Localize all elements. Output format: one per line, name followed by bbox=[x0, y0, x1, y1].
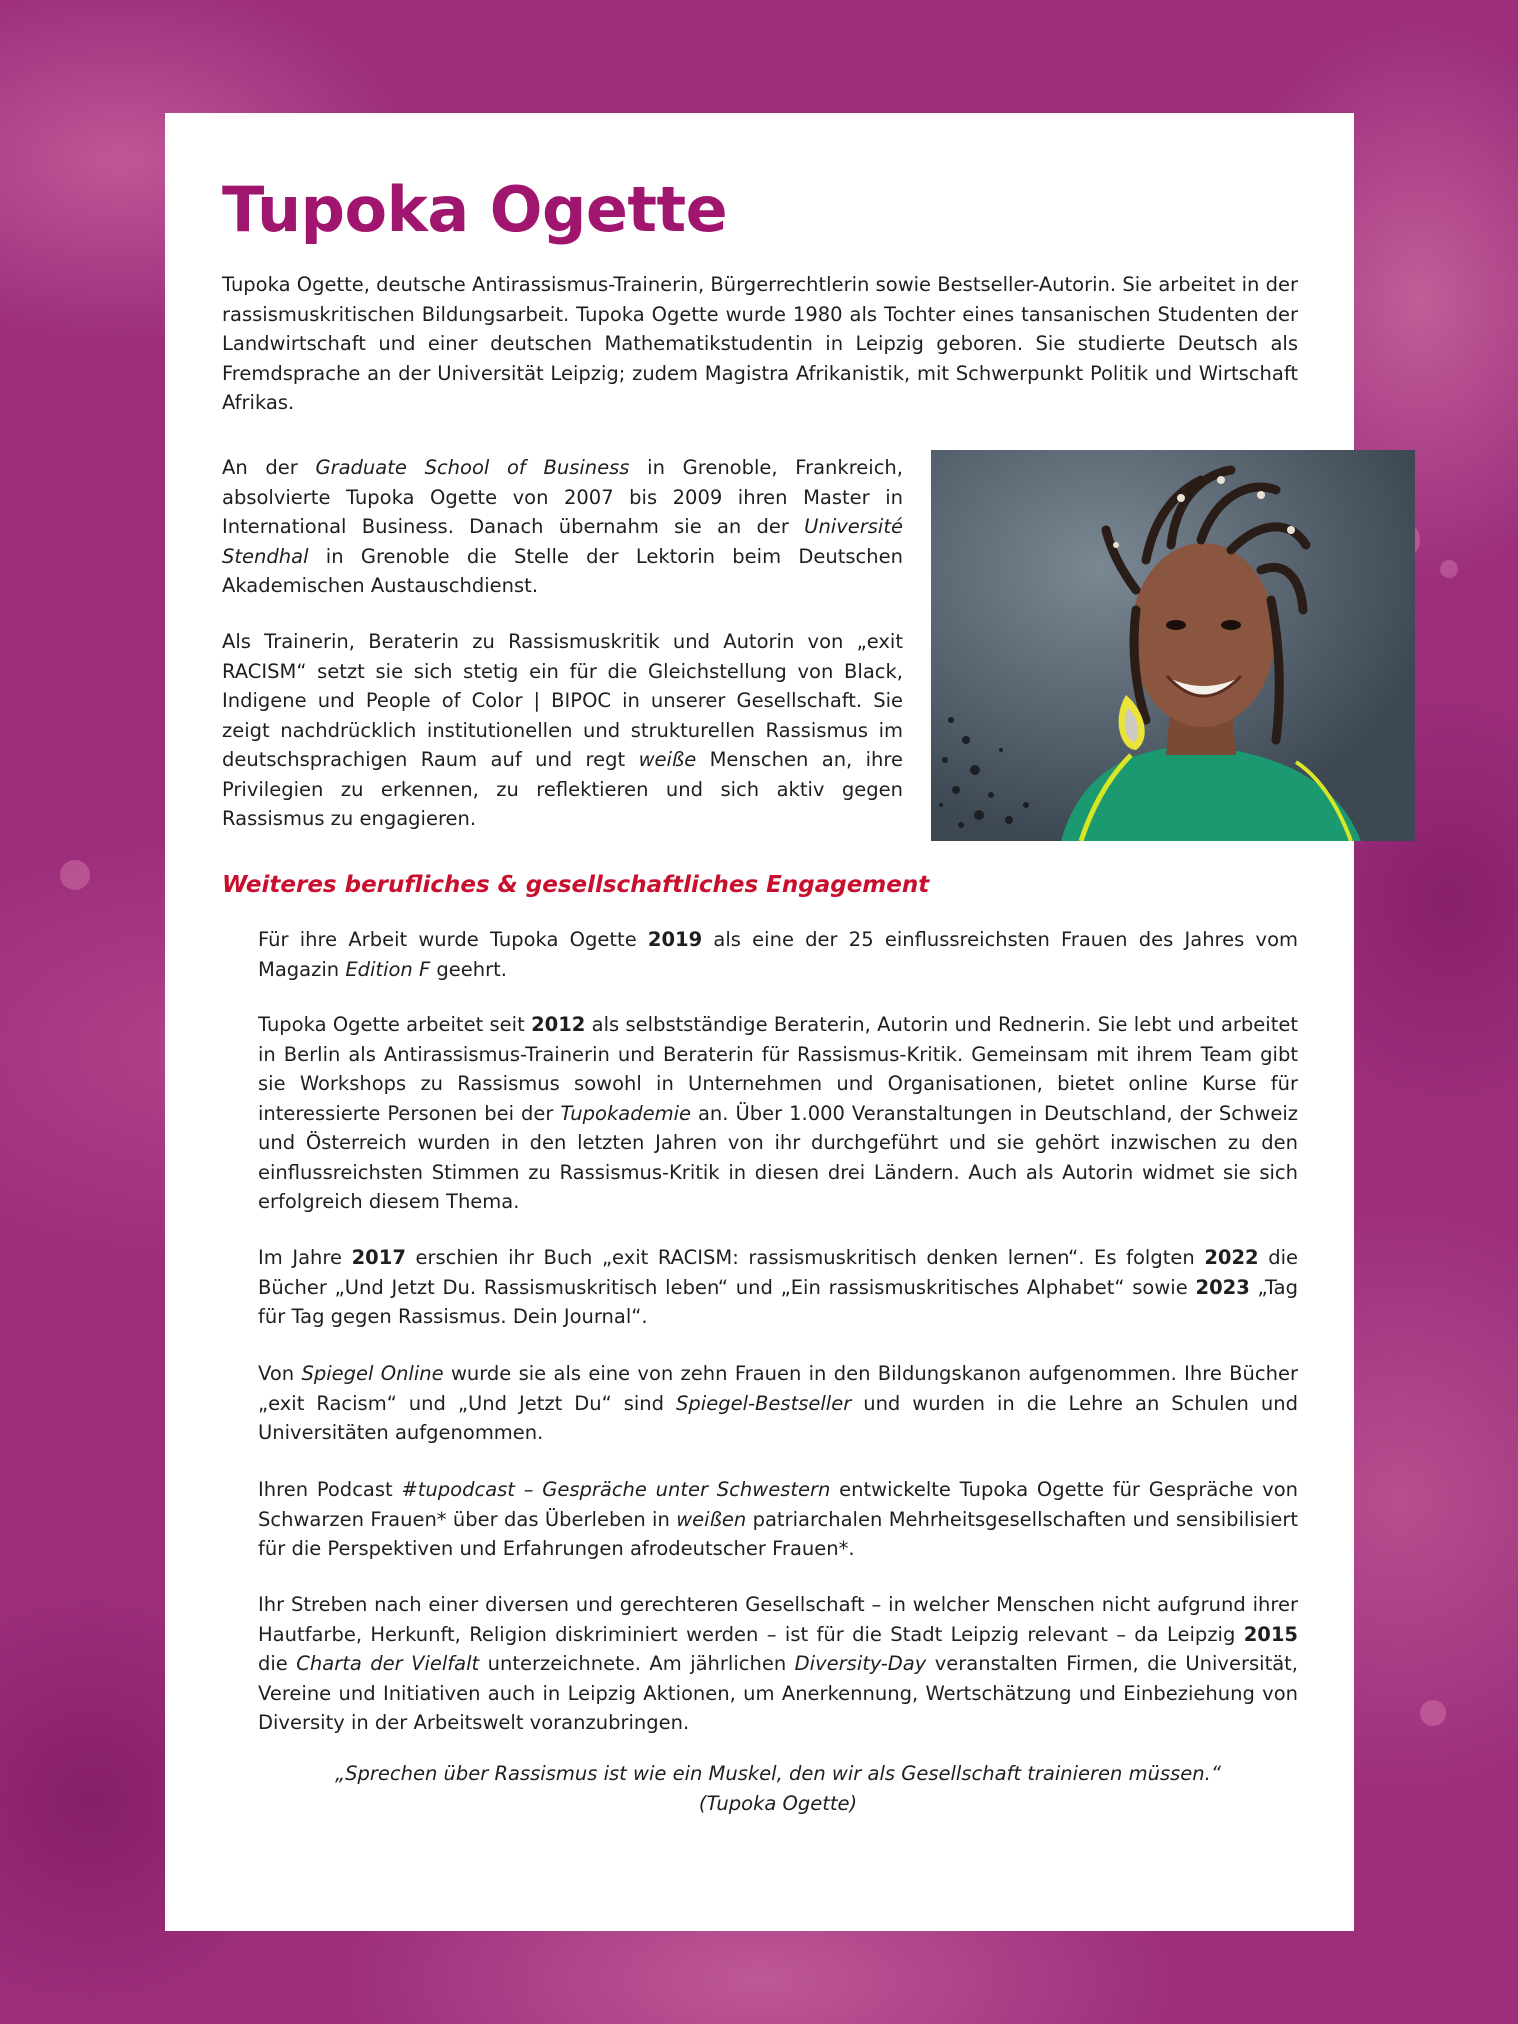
education-paragraph: An der Graduate School of Business in Grenoble, Frankreich, absolvierte Tupoka Ogette von 2007 bis 2009 ihren Master in International Business. Danach übernahm sie an der Université Stendhal in Grenoble die Stelle der Lektorin beim Deutschen Akademischen Austauschdienst. bbox=[222, 456, 903, 597]
spiegel-paragraph: Von Spiegel Online wurde sie als eine von zehn Frauen in den Bildungskanon aufgenommen. Ihre Bücher „exit Racism“ und „Und Jetzt Du“ sind Spiegel-Bestseller und wurden in die Lehre an Schulen und Universitäten aufgenommen. bbox=[258, 1362, 1298, 1444]
work-paragraph: Tupoka Ogette arbeitet seit 2012 als selbstständige Beraterin, Autorin und Rednerin. Sie lebt und arbeitet in Berlin als Antirassismus-Trainerin und Beraterin für Rassismus-Kritik. Gemeinsam mit ihrem Team gibt sie Workshops zu Rassismus sowohl in Unternehmen und Organisationen, bietet online Kurse für interessierte Personen bei der Tupokademie an. Über 1.000 Veranstaltungen in Deutschland, der Schweiz und Österreich wurden in den letzten Jahren von ihr durchgeführt und sie gehört inzwischen zu den einflussreichsten Stimmen zu Rassismus-Kritik in diesen drei Ländern. Auch als Autorin widmet sie sich erfolgreich diesem Thema. bbox=[258, 1013, 1299, 1213]
portrait-illustration bbox=[931, 450, 1415, 841]
podcast-paragraph: Ihren Podcast #tupodcast – Gespräche unter Schwestern entwickelte Tupoka Ogette für Gespräche von Schwarzen Frauen* über das Überleben in weißen patriarchalen Mehrheitsgesellschaften und sensibilisiert für die Perspektiven und Erfahrungen afrodeutscher Frauen*. bbox=[258, 1478, 1298, 1560]
books-paragraph: Im Jahre 2017 erschien ihr Buch „exit RACISM: rassismuskritisch denken lernen“. Es folgten 2022 die Bücher „Und Jetzt Du. Rassismuskritisch leben“ und „Ein rassismuskritisches Alphabet“ sowie 2023 „Tag für Tag gegen Rassismus. Dein Journal“. bbox=[258, 1246, 1298, 1328]
quote-block bbox=[258, 1759, 1298, 1818]
engagement-heading: Weiteres berufliches & gesellschaftliches Engagement bbox=[222, 872, 930, 898]
document-card bbox=[165, 113, 1354, 1931]
award-paragraph: Für ihre Arbeit wurde Tupoka Ogette 2019 als eine der 25 einflussreichsten Frauen des Jahres vom Magazin Edition F geehrt. bbox=[258, 928, 1298, 981]
quote-attribution: (Tupoka Ogette) bbox=[698, 1791, 858, 1815]
portrait-photo bbox=[931, 450, 1415, 841]
intro-paragraph: Tupoka Ogette, deutsche Antirassismus-Trainerin, Bürgerrechtlerin sowie Bestseller-Autorin. Sie arbeitet in der rassismuskritischen Bildungsarbeit. Tupoka Ogette wurde 1980 als Tochter eines tansanischen Studenten der Landwirtschaft und einer deutschen Mathematikstudentin in Leipzig geboren. Sie studierte Deutsch als Fremdsprache an der Universität Leipzig; zudem Magistra Afrikanistik, mit Schwerpunkt Politik und Wirtschaft Afrikas. bbox=[222, 273, 1298, 414]
trainer-paragraph: Als Trainerin, Beraterin zu Rassismuskritik und Autorin von „exit RACISM“ setzt sie sich stetig ein für die Gleichstellung von Black, Indigene und People of Color | BIPOC in unserer Gesellschaft. Sie zeigt nachdrücklich institutionellen und strukturellen Rassismus im deutschsprachigen Raum auf und regt weiße Menschen an, ihre Privilegien zu erkennen, zu reflektieren und sich aktiv gegen Rassismus zu engagieren. bbox=[222, 630, 903, 830]
background-splat bbox=[1420, 1700, 1446, 1726]
background-splat bbox=[1440, 560, 1458, 578]
quote-text: „Sprechen über Rassismus ist wie ein Muskel, den wir als Gesellschaft trainieren müssen.“ bbox=[335, 1762, 1221, 1785]
background-splat bbox=[60, 860, 90, 890]
diversity-paragraph: Ihr Streben nach einer diversen und gerechteren Gesellschaft – in welcher Menschen nicht aufgrund ihrer Hautfarbe, Herkunft, Religion diskriminiert werden – ist für die Stadt Leipzig relevant – da Leipzig 2015 die Charta der Vielfalt unterzeichnete. Am jährlichen Diversity-Day veranstalten Firmen, die Universität, Vereine und Initiativen auch in Leipzig Aktionen, um Anerkennung, Wertschätzung und Einbeziehung von Diversity in der Arbeitswelt voranzubringen. bbox=[258, 1593, 1299, 1734]
page-title: Tupoka Ogette bbox=[222, 173, 728, 246]
